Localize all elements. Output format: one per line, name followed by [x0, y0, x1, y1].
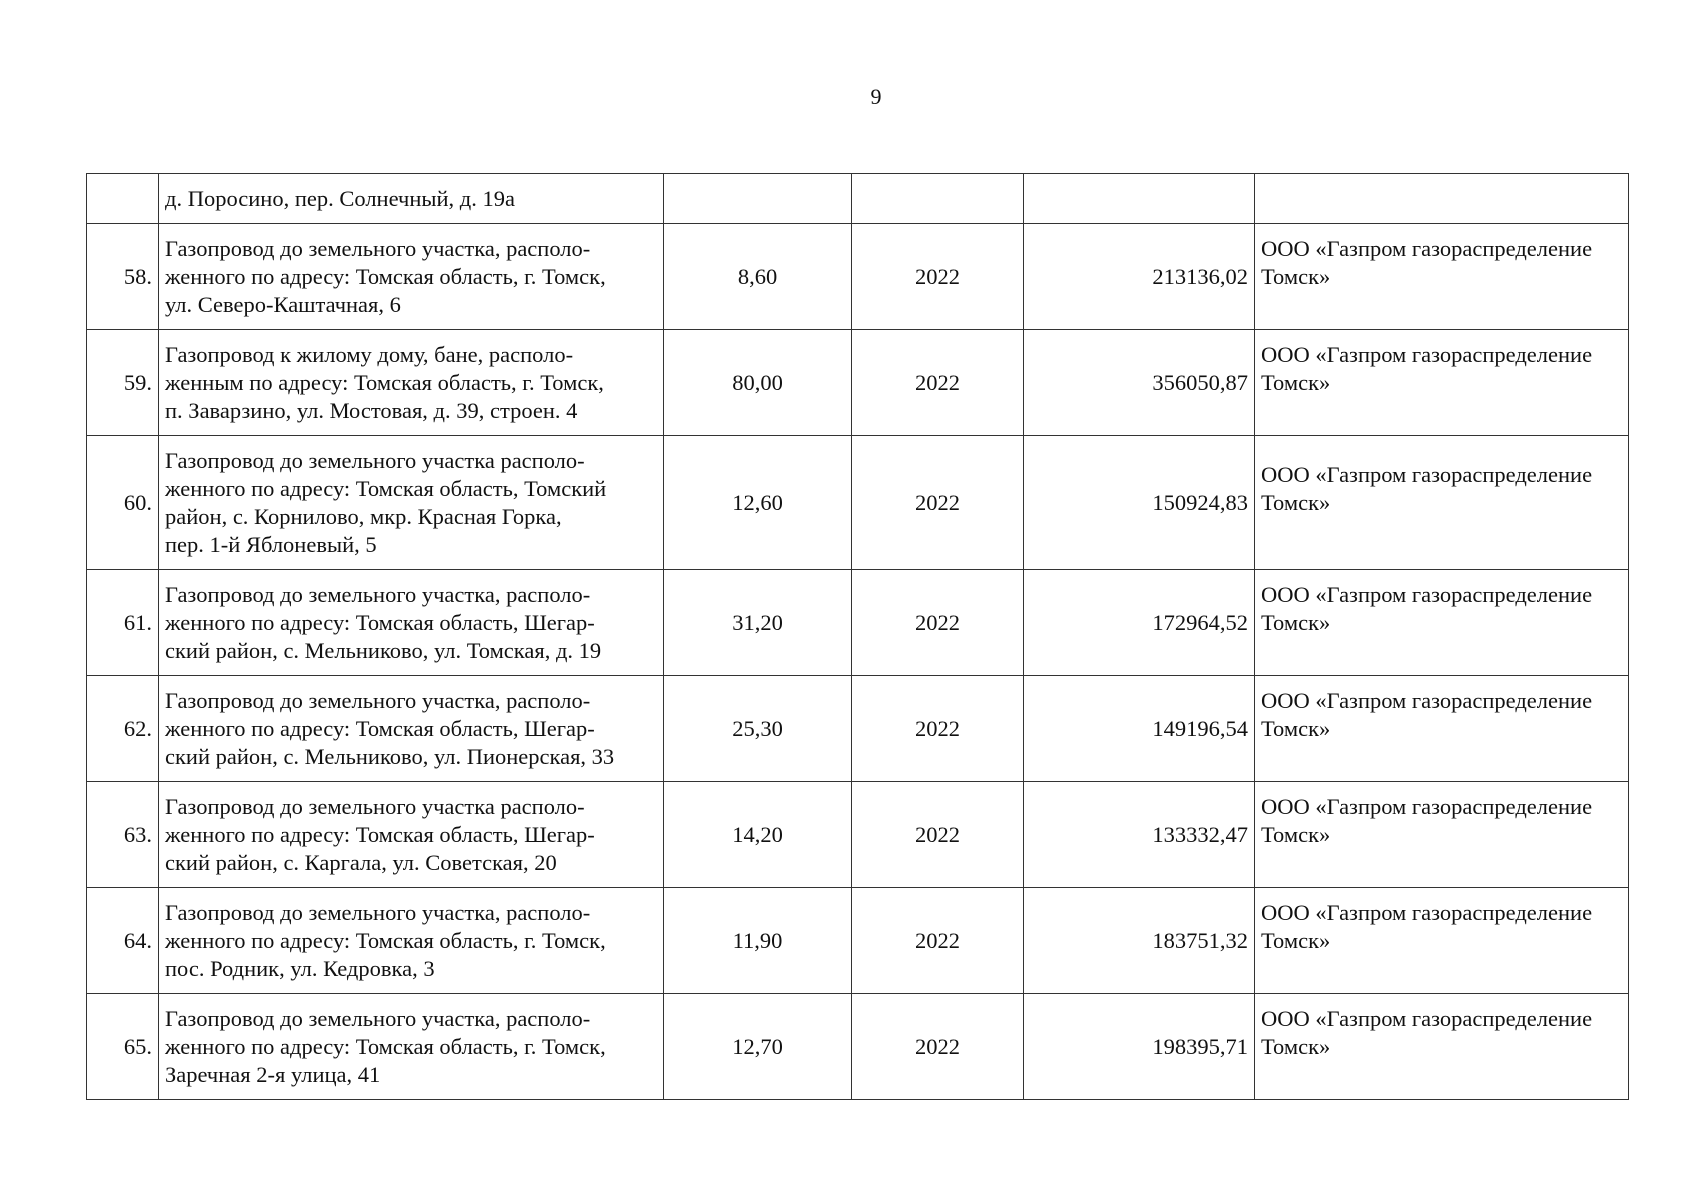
organization-cell [1255, 224, 1629, 330]
year-cell: 2022 [852, 224, 1024, 330]
row-number-cell: 60. [87, 436, 159, 570]
organization-cell [1255, 782, 1629, 888]
object-name-line: ский район, с. Мельниково, ул. Томская, д. 19 [165, 637, 602, 663]
object-name-line: Газопровод до земельного участка располо- [165, 447, 585, 473]
cost-cell: 183751,32 [1024, 888, 1255, 994]
object-name-cell [159, 570, 664, 676]
object-name-line: женного по адресу: Томская область, Шегар- [165, 715, 595, 741]
object-name-line: пос. Родник, ул. Кедровка, 3 [165, 955, 435, 981]
cost-cell: 198395,71 [1024, 994, 1255, 1100]
length-cell: 80,00 [664, 330, 852, 436]
object-name-cell [159, 888, 664, 994]
length-cell: 25,30 [664, 676, 852, 782]
object-name-line: Газопровод к жилому дому, бане, располо- [165, 341, 574, 367]
table-row [87, 330, 1629, 436]
object-name-line: пер. 1-й Яблоневый, 5 [165, 531, 377, 557]
cost-cell: 356050,87 [1024, 330, 1255, 436]
object-name-line: Газопровод до земельного участка, располо- [165, 581, 591, 607]
row-number-cell [87, 174, 159, 224]
row-number-cell: 64. [87, 888, 159, 994]
object-name-line: ский район, с. Каргала, ул. Советская, 20 [165, 849, 557, 875]
object-name-line: женного по адресу: Томская область, Шегар- [165, 821, 595, 847]
organization-cell [1255, 330, 1629, 436]
object-name-line: Газопровод до земельного участка, располо- [165, 1005, 591, 1031]
object-name-cell [159, 174, 664, 224]
object-name-line: женного по адресу: Томская область, г. Томск, [165, 1033, 606, 1059]
table-row [87, 676, 1629, 782]
object-name-cell [159, 330, 664, 436]
row-number-cell: 63. [87, 782, 159, 888]
organization-name: ООО «Газпром газораспределение Томск» [1261, 1005, 1593, 1059]
organization-name: ООО «Газпром газораспределение Томск» [1261, 899, 1593, 953]
year-cell: 2022 [852, 888, 1024, 994]
cost-cell: 149196,54 [1024, 676, 1255, 782]
year-cell: 2022 [852, 676, 1024, 782]
object-name-line: женного по адресу: Томская область, г. Томск, [165, 927, 606, 953]
organization-name: ООО «Газпром газораспределение Томск» [1261, 341, 1593, 395]
table-row [87, 436, 1629, 570]
object-name-cell [159, 782, 664, 888]
object-name-line: п. Заварзино, ул. Мостовая, д. 39, строен. 4 [165, 397, 578, 423]
object-name-line: Газопровод до земельного участка, располо- [165, 235, 591, 261]
object-name-line: Газопровод до земельного участка, располо- [165, 687, 591, 713]
row-number-cell: 65. [87, 994, 159, 1100]
length-cell: 12,70 [664, 994, 852, 1100]
row-number-cell: 59. [87, 330, 159, 436]
table-row [87, 888, 1629, 994]
organization-cell [1255, 676, 1629, 782]
gas-pipeline-table [86, 173, 1629, 1100]
object-name-cell [159, 224, 664, 330]
table-row [87, 570, 1629, 676]
object-name-line: женного по адресу: Томская область, Шегар- [165, 609, 595, 635]
length-cell: 14,20 [664, 782, 852, 888]
length-cell [664, 174, 852, 224]
organization-cell [1255, 436, 1629, 570]
cost-cell: 133332,47 [1024, 782, 1255, 888]
length-cell: 11,90 [664, 888, 852, 994]
cost-cell: 213136,02 [1024, 224, 1255, 330]
table-row [87, 994, 1629, 1100]
row-number-cell: 58. [87, 224, 159, 330]
object-name-line: женного по адресу: Томская область, Томский [165, 475, 607, 501]
organization-name: ООО «Газпром газораспределение Томск» [1261, 235, 1593, 289]
object-name-line: Газопровод до земельного участка располо- [165, 793, 585, 819]
year-cell: 2022 [852, 330, 1024, 436]
organization-cell [1255, 174, 1629, 224]
object-name-line: район, с. Корнилово, мкр. Красная Горка, [165, 503, 562, 529]
object-name-cell [159, 994, 664, 1100]
organization-cell [1255, 994, 1629, 1100]
length-cell: 8,60 [664, 224, 852, 330]
page-number: 9 [870, 84, 882, 109]
object-name-line: Газопровод до земельного участка, располо- [165, 899, 591, 925]
year-cell: 2022 [852, 994, 1024, 1100]
length-cell: 31,20 [664, 570, 852, 676]
object-name-cell [159, 676, 664, 782]
table-body [87, 174, 1629, 1100]
organization-name: ООО «Газпром газораспределение Томск» [1261, 793, 1593, 847]
object-name-line: ул. Северо-Каштачная, 6 [165, 291, 401, 317]
object-name-line: женного по адресу: Томская область, г. Томск, [165, 263, 606, 289]
year-cell: 2022 [852, 436, 1024, 570]
organization-name: ООО «Газпром газораспределение Томск» [1261, 687, 1593, 741]
year-cell: 2022 [852, 570, 1024, 676]
table-row [87, 782, 1629, 888]
row-number-cell: 62. [87, 676, 159, 782]
object-name-line: Заречная 2-я улица, 41 [165, 1061, 381, 1087]
year-cell [852, 174, 1024, 224]
organization-name: ООО «Газпром газораспределение Томск» [1261, 581, 1593, 635]
table-row [87, 174, 1629, 224]
cost-cell [1024, 174, 1255, 224]
year-cell: 2022 [852, 782, 1024, 888]
object-name-line: д. Поросино, пер. Солнечный, д. 19а [165, 185, 515, 211]
table-row [87, 224, 1629, 330]
organization-cell [1255, 570, 1629, 676]
length-cell: 12,60 [664, 436, 852, 570]
organization-cell [1255, 888, 1629, 994]
cost-cell: 172964,52 [1024, 570, 1255, 676]
object-name-line: ский район, с. Мельниково, ул. Пионерская, 33 [165, 743, 615, 769]
object-name-cell [159, 436, 664, 570]
cost-cell: 150924,83 [1024, 436, 1255, 570]
row-number-cell: 61. [87, 570, 159, 676]
organization-name: ООО «Газпром газораспределение Томск» [1261, 461, 1593, 515]
object-name-line: женным по адресу: Томская область, г. Томск, [165, 369, 604, 395]
